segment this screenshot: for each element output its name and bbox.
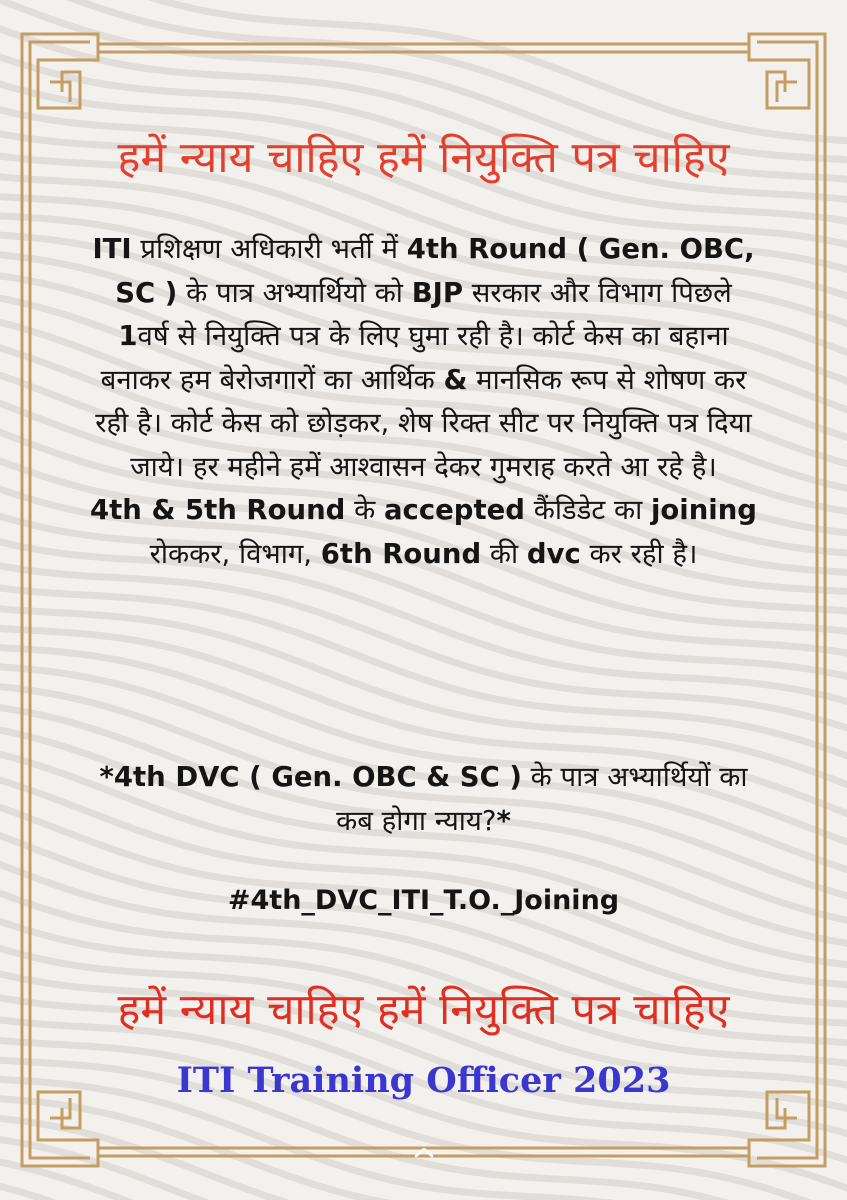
body-bold: joining: [650, 494, 757, 526]
body-bold: accepted: [383, 494, 525, 526]
footer-title: ITI Training Officer 2023: [176, 1060, 671, 1101]
body-span: मानसिक रूप से शोषण कर रही है। कोर्ट केस को छोड़कर, शेष रिक्त सीट पर नियुक्ति पत्र दिया जाये। हर महीने हमें आश्वासन देकर गुमराह करते आ रहे है।: [95, 363, 752, 483]
body-span: के: [345, 494, 384, 526]
corner-ornament-top-left: [22, 34, 98, 120]
body-bold: 6th Round: [320, 537, 482, 570]
body-span: की: [481, 537, 527, 570]
body-bold: &: [443, 363, 468, 396]
body-span: कैंडिडेट का: [524, 494, 651, 526]
question-bold: *4th DVC ( Gen. OBC & SC ): [99, 761, 522, 793]
poster-content: [46, 120, 801, 1130]
body-text: [86, 228, 761, 576]
headline-bottom: हमें न्याय चाहिए हमें नियुक्ति पत्र चाहिए: [117, 985, 730, 1035]
body-span: प्रशिक्षण अधिकारी भर्ती में: [131, 233, 407, 265]
body-bold: 4th & 5th Round: [90, 494, 346, 526]
question-text: [86, 756, 761, 843]
body-span: के पात्र अभ्यार्थियो को: [177, 276, 412, 309]
headline-top: हमें न्याय चाहिए हमें नियुक्ति पत्र चाहिए: [117, 133, 730, 183]
body-bold: ITI: [92, 233, 132, 265]
body-paragraph-1: [86, 228, 761, 489]
corner-ornament-top-right: [749, 34, 825, 120]
body-span: सरकार और विभाग पिछले: [463, 276, 732, 309]
hashtag: #4th_DVC_ITI_T.O._Joining: [227, 885, 620, 916]
body-paragraph-2: [86, 489, 761, 576]
body-span: कर रही है।: [580, 537, 698, 570]
body-bold: 1: [118, 320, 138, 352]
body-span: वर्ष से नियुक्ति पत्र के लिए घुमा रही है। कोर्ट केस का बहाना बनाकर हम बेरोजगारों का आर्थिक: [100, 320, 729, 396]
question-span: के पात्र अभ्यार्थियों का कब होगा न्याय?: [336, 761, 748, 837]
chevron-up-icon[interactable]: [413, 1146, 435, 1158]
question-bold: *: [496, 804, 511, 837]
body-bold: BJP: [411, 276, 464, 309]
body-bold: 4th Round ( Gen. OBC, SC ): [115, 233, 755, 309]
body-bold: dvc: [526, 537, 581, 570]
body-span: रोककर, विभाग,: [149, 537, 321, 570]
